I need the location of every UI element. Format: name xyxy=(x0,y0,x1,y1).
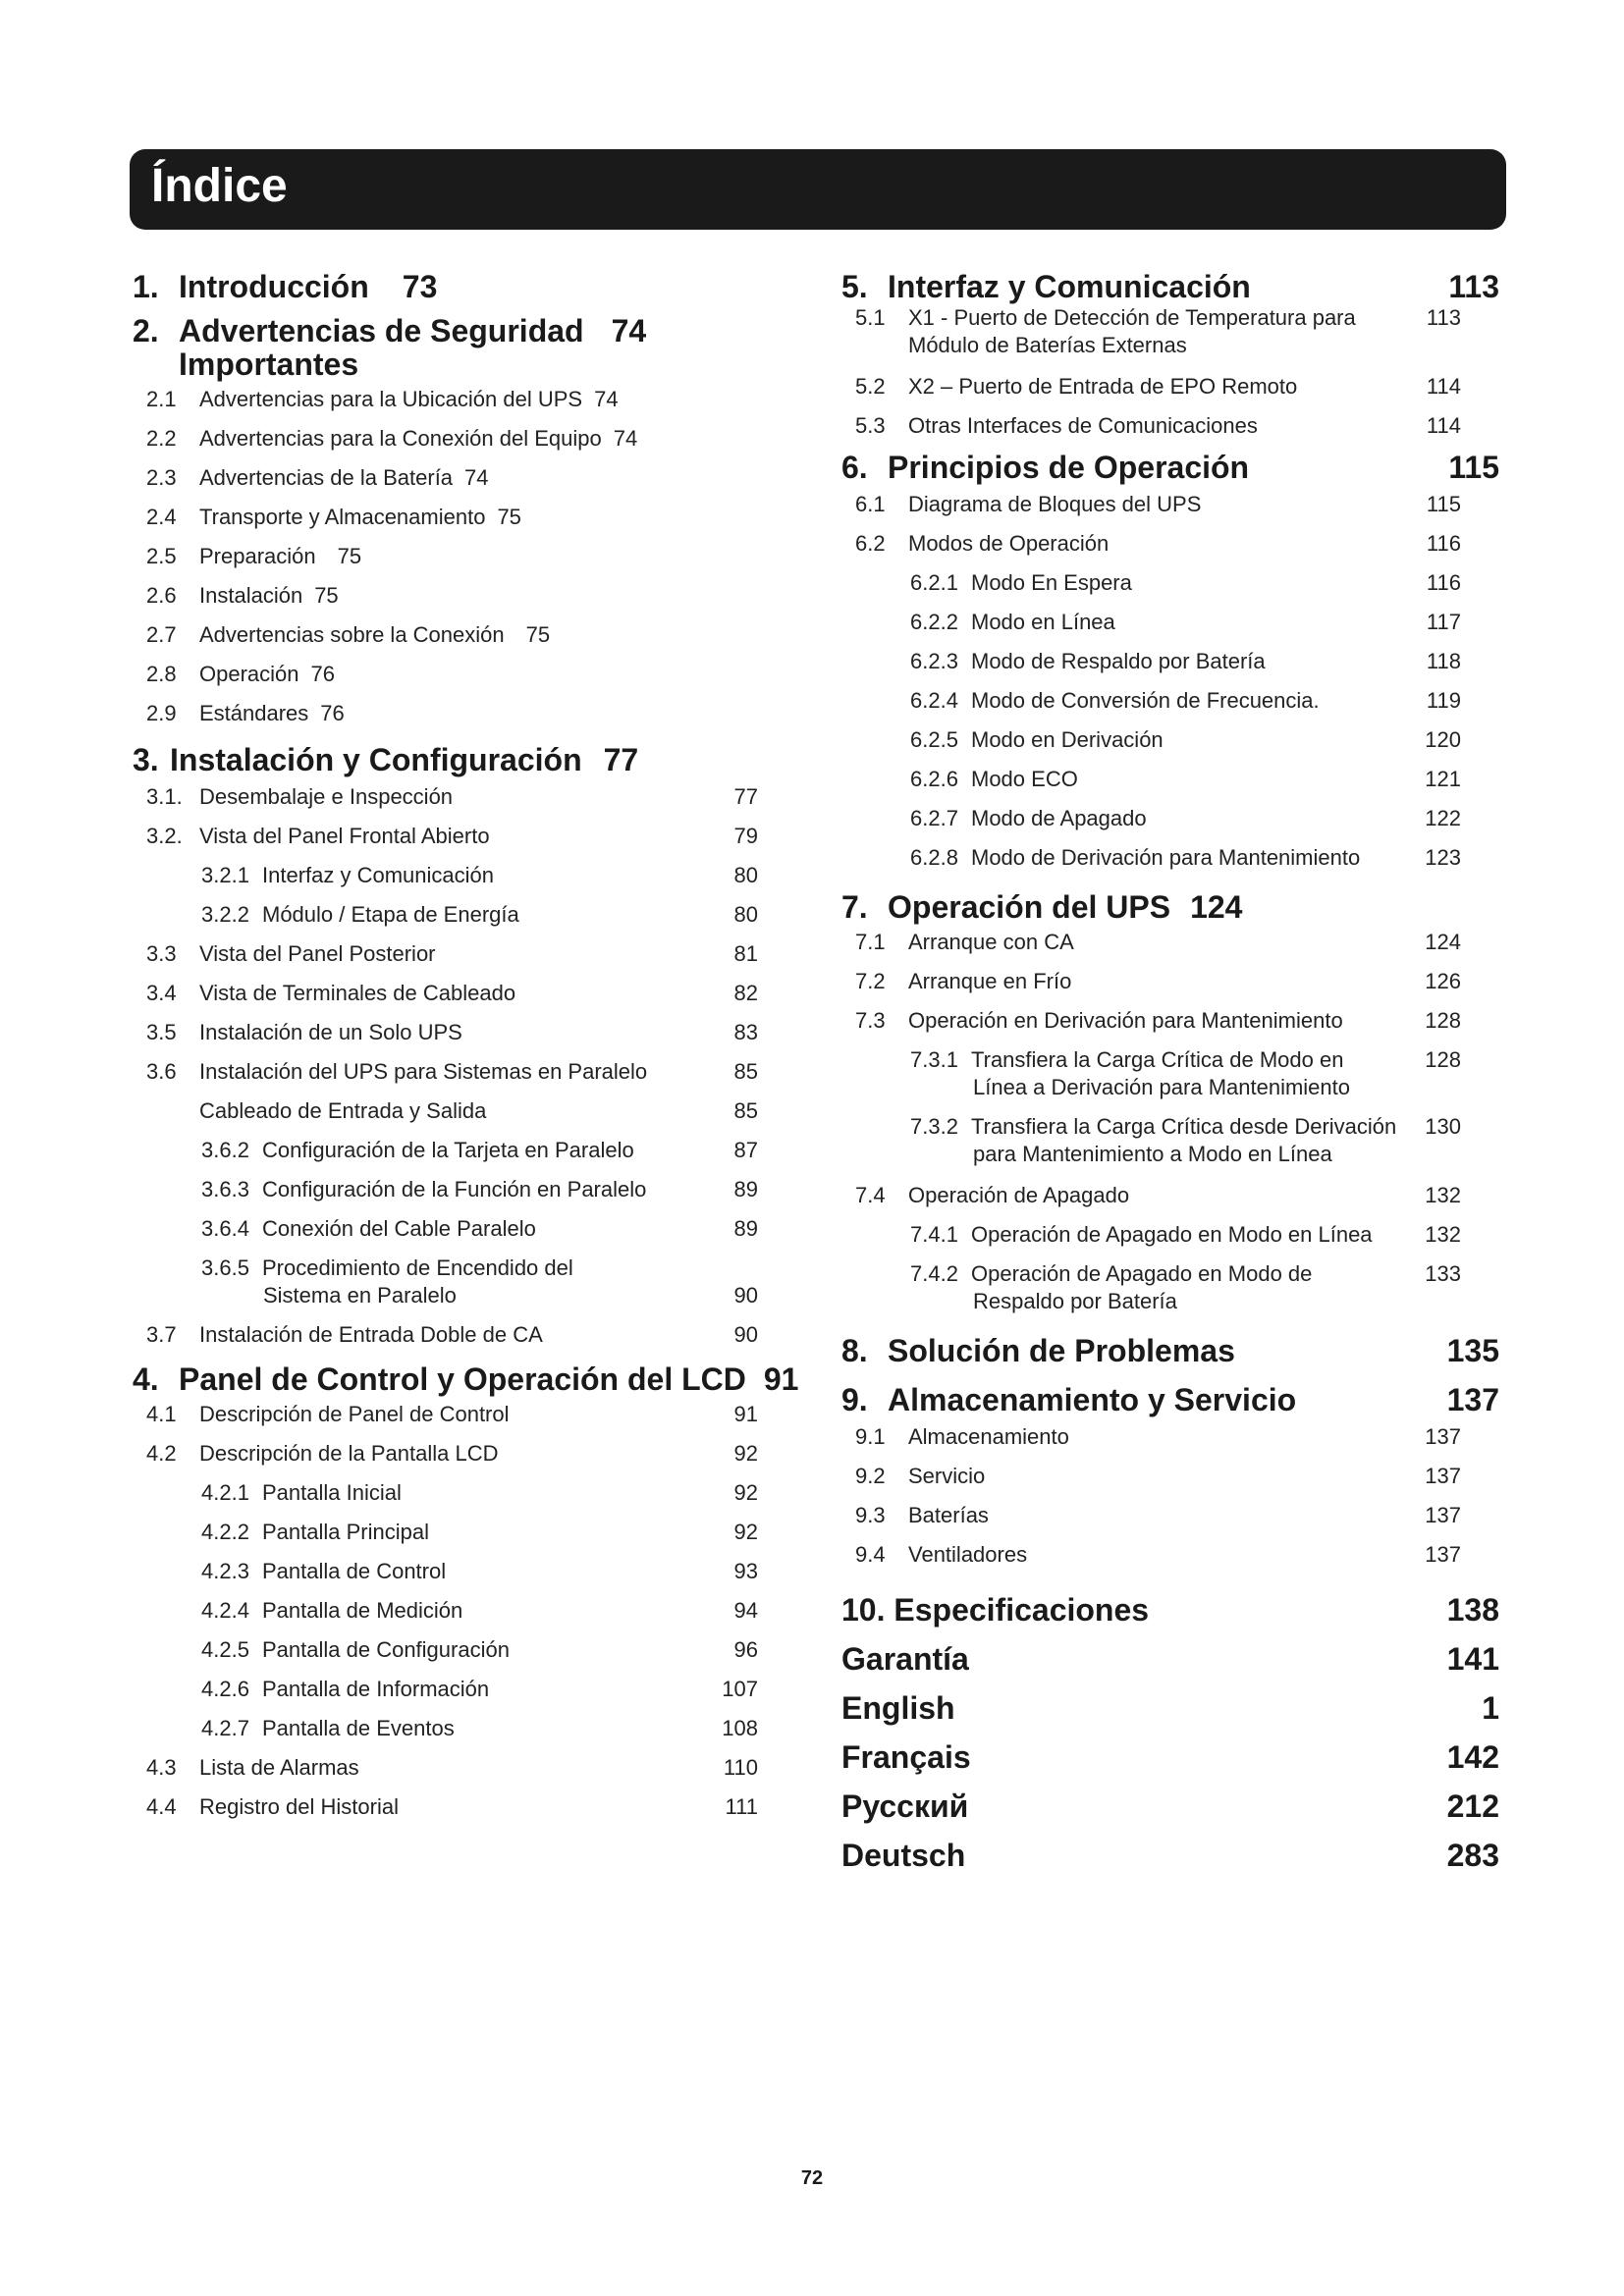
item-title-line2: para Mantenimiento a Modo en Línea xyxy=(973,1142,1332,1166)
toc-section-1[interactable] xyxy=(133,269,800,304)
item-title-line2: Sistema en Paralelo xyxy=(263,1283,457,1308)
item-page: 137 xyxy=(1425,1503,1461,1527)
item-number: 7.1 xyxy=(855,930,886,954)
toc-item[interactable] xyxy=(133,1321,800,1361)
item-number: 4.2.1 xyxy=(201,1480,249,1505)
toc-section-2[interactable] xyxy=(133,313,800,382)
item-title-line2: Módulo de Baterías Externas xyxy=(908,333,1187,357)
item-page: 92 xyxy=(733,1520,758,1544)
item-number: 3.6.2 xyxy=(201,1138,249,1162)
item-title: Operación de Apagado xyxy=(908,1183,1130,1207)
item-title: Otras Interfaces de Comunicaciones xyxy=(908,413,1258,438)
toc-subitem[interactable] xyxy=(841,1113,1509,1182)
toc-subitem[interactable] xyxy=(841,726,1509,766)
item-number: 4.2 xyxy=(146,1441,177,1466)
toc-subitem[interactable] xyxy=(133,1597,800,1636)
toc-subitem[interactable] xyxy=(841,766,1509,805)
item-title: Registro del Historial xyxy=(199,1794,399,1819)
toc-subitem[interactable] xyxy=(133,1519,800,1558)
toc-item[interactable] xyxy=(133,543,800,582)
toc-item[interactable] xyxy=(133,1097,800,1137)
item-number: 6.2.7 xyxy=(910,806,958,830)
item-page: 116 xyxy=(1426,531,1461,556)
item-page: 108 xyxy=(722,1716,758,1740)
item-title: Baterías xyxy=(908,1503,989,1527)
item-page: 82 xyxy=(733,981,758,1005)
item-title: Arranque con CA xyxy=(908,930,1074,954)
toc-item[interactable] xyxy=(841,1182,1509,1221)
item-number: 7.3 xyxy=(855,1008,886,1033)
item-number: 3.6.3 xyxy=(201,1177,249,1201)
section-title: Panel de Control y Operación del LCD xyxy=(179,1362,746,1397)
item-number: 6.1 xyxy=(855,492,886,516)
item-number: 6.2.1 xyxy=(910,570,958,595)
item-page: 118 xyxy=(1426,649,1461,673)
item-title: Transporte y Almacenamiento xyxy=(199,505,486,529)
item-number: 9.3 xyxy=(855,1503,886,1527)
toc-item[interactable] xyxy=(841,968,1509,1007)
item-page: 89 xyxy=(733,1177,758,1201)
item-number: 7.3.2 xyxy=(910,1114,958,1139)
item-number: 4.4 xyxy=(146,1794,177,1819)
item-page: 123 xyxy=(1425,845,1461,870)
section-title: Русский xyxy=(841,1789,969,1824)
page-number: 72 xyxy=(800,2167,824,2189)
item-page: 122 xyxy=(1425,806,1461,830)
item-page: 128 xyxy=(1425,1008,1461,1033)
item-title: Advertencias para la Ubicación del UPS xyxy=(199,387,583,411)
toc-subitem[interactable] xyxy=(133,1255,800,1321)
item-title: Descripción de Panel de Control xyxy=(199,1402,510,1426)
toc-item[interactable] xyxy=(133,504,800,543)
toc-item[interactable] xyxy=(133,464,800,504)
item-number: 3.4 xyxy=(146,981,177,1005)
item-page: 89 xyxy=(733,1216,758,1241)
item-page: 87 xyxy=(733,1138,758,1162)
item-title: X1 - Puerto de Detección de Temperatura para xyxy=(908,305,1356,330)
item-page: 85 xyxy=(733,1059,758,1084)
item-title: Modo de Apagado xyxy=(971,806,1147,830)
toc-item[interactable] xyxy=(133,425,800,464)
section-title: Deutsch xyxy=(841,1838,966,1873)
item-page: 126 xyxy=(1425,969,1461,993)
toc-item[interactable] xyxy=(841,1463,1509,1502)
item-page: 137 xyxy=(1425,1424,1461,1449)
toc-subitem[interactable] xyxy=(133,1176,800,1215)
item-title: Operación de Apagado en Modo en Línea xyxy=(971,1222,1373,1247)
toc-item[interactable] xyxy=(133,783,800,823)
item-title: Modo de Conversión de Frecuencia. xyxy=(971,688,1320,713)
item-page: 130 xyxy=(1425,1114,1461,1139)
toc-item[interactable] xyxy=(133,1754,800,1793)
toc-item[interactable] xyxy=(841,491,1509,530)
item-title: Servicio xyxy=(908,1464,986,1488)
item-title: Pantalla Inicial xyxy=(262,1480,402,1505)
item-number: 4.2.2 xyxy=(201,1520,249,1544)
item-title: Modo en Derivación xyxy=(971,727,1164,752)
section-title: Interfaz y Comunicación xyxy=(888,269,1251,304)
item-title: Estándares xyxy=(199,701,309,725)
item-title: Pantalla de Configuración xyxy=(262,1637,510,1662)
toc-subitem[interactable] xyxy=(841,609,1509,648)
item-number: 7.4 xyxy=(855,1183,886,1207)
item-number: 5.1 xyxy=(855,305,886,330)
item-title: Interfaz y Comunicación xyxy=(262,863,494,887)
item-page: 75 xyxy=(525,622,551,647)
item-number: 6.2.2 xyxy=(910,610,958,634)
item-title: Ventiladores xyxy=(908,1542,1028,1567)
item-title: Módulo / Etapa de Energía xyxy=(262,902,519,927)
item-number: 3.2.1 xyxy=(201,863,249,887)
item-title: Modo ECO xyxy=(971,767,1078,791)
item-title: Pantalla de Eventos xyxy=(262,1716,455,1740)
toc-item[interactable] xyxy=(133,582,800,621)
section-page: 115 xyxy=(1448,450,1499,485)
item-number: 6.2 xyxy=(855,531,886,556)
toc-item[interactable] xyxy=(133,386,800,425)
item-page: 91 xyxy=(733,1402,758,1426)
item-title: Preparación xyxy=(199,544,316,568)
section-title: Garantía xyxy=(841,1641,969,1677)
toc-section-10[interactable] xyxy=(841,1592,1509,1641)
item-title: Descripción de la Pantalla LCD xyxy=(199,1441,499,1466)
toc-item[interactable] xyxy=(133,940,800,980)
toc-item[interactable] xyxy=(133,1019,800,1058)
toc-subitem[interactable] xyxy=(133,1715,800,1754)
item-number: 4.2.6 xyxy=(201,1677,249,1701)
item-number: 7.3.1 xyxy=(910,1047,958,1072)
toc-subitem[interactable] xyxy=(841,648,1509,687)
item-number: 2.2 xyxy=(146,426,177,451)
item-number: 2.4 xyxy=(146,505,177,529)
item-number: 3.6.5 xyxy=(201,1255,249,1280)
toc-item[interactable] xyxy=(133,700,800,739)
item-page: 92 xyxy=(733,1480,758,1505)
item-title: Operación de Apagado en Modo de xyxy=(971,1261,1313,1286)
item-number: 2.5 xyxy=(146,544,177,568)
toc-russian[interactable] xyxy=(841,1789,1509,1838)
item-page: 76 xyxy=(310,662,335,686)
item-number: 2.3 xyxy=(146,465,177,490)
section-number: 4. xyxy=(133,1362,159,1397)
item-number: 2.9 xyxy=(146,701,177,725)
item-page: 75 xyxy=(314,583,339,608)
toc-section-3[interactable] xyxy=(133,742,800,787)
item-title: Conexión del Cable Paralelo xyxy=(262,1216,536,1241)
toc-subitem[interactable] xyxy=(133,1558,800,1597)
item-page: 114 xyxy=(1426,413,1461,438)
item-number: 2.7 xyxy=(146,622,177,647)
toc-item[interactable] xyxy=(841,1541,1509,1580)
toc-subitem[interactable] xyxy=(133,1479,800,1519)
toc-subitem[interactable] xyxy=(133,1636,800,1676)
item-number: 4.2.4 xyxy=(201,1598,249,1623)
section-title: Principios de Operación xyxy=(888,450,1250,485)
toc-item[interactable] xyxy=(133,1440,800,1479)
section-number: 9. xyxy=(841,1382,868,1417)
toc-section-7[interactable] xyxy=(841,889,1509,931)
toc-item[interactable] xyxy=(133,823,800,862)
toc-item[interactable] xyxy=(841,1502,1509,1541)
item-title: Pantalla de Información xyxy=(262,1677,490,1701)
toc-left-column xyxy=(133,263,800,1820)
item-title: Pantalla Principal xyxy=(262,1520,429,1544)
item-page: 90 xyxy=(733,1283,758,1308)
item-number: 3.2. xyxy=(146,824,183,848)
item-number: 9.1 xyxy=(855,1424,886,1449)
item-page: 117 xyxy=(1426,610,1461,634)
item-number: 4.2.5 xyxy=(201,1637,249,1662)
item-number: 2.6 xyxy=(146,583,177,608)
item-number: 7.2 xyxy=(855,969,886,993)
item-number: 6.2.8 xyxy=(910,845,958,870)
item-number: 6.2.4 xyxy=(910,688,958,713)
section-title: Solución de Problemas xyxy=(888,1333,1235,1368)
item-title: Instalación de Entrada Doble de CA xyxy=(199,1322,543,1347)
section-page: 74 xyxy=(611,313,647,348)
item-page: 119 xyxy=(1426,688,1461,713)
item-page: 74 xyxy=(613,426,638,451)
item-page: 132 xyxy=(1425,1183,1461,1207)
item-title: Vista del Panel Posterior xyxy=(199,941,436,966)
toc-section-9[interactable] xyxy=(841,1382,1509,1425)
item-page: 80 xyxy=(733,902,758,927)
item-title: Modo En Espera xyxy=(971,570,1132,595)
item-number: 6.2.6 xyxy=(910,767,958,791)
section-title: English xyxy=(841,1690,955,1726)
item-page: 74 xyxy=(594,387,619,411)
toc-subitem[interactable] xyxy=(841,844,1509,883)
item-number: 4.3 xyxy=(146,1755,177,1780)
item-title: Transfiera la Carga Crítica de Modo en xyxy=(971,1047,1344,1072)
item-title: Modo de Derivación para Mantenimiento xyxy=(971,845,1361,870)
item-title: Vista del Panel Frontal Abierto xyxy=(199,824,490,848)
item-title: Almacenamiento xyxy=(908,1424,1069,1449)
item-number: 7.4.2 xyxy=(910,1261,958,1286)
section-page: 124 xyxy=(1190,889,1243,925)
item-page: 81 xyxy=(733,941,758,966)
item-page: 79 xyxy=(733,824,758,848)
toc-subitem[interactable] xyxy=(133,862,800,901)
item-title: Desembalaje e Inspección xyxy=(199,784,454,809)
item-number: 9.2 xyxy=(855,1464,886,1488)
item-number: 3.1. xyxy=(146,784,183,809)
section-number: 7. xyxy=(841,889,868,925)
section-number: 2. xyxy=(133,313,159,348)
toc-section-6[interactable] xyxy=(841,450,1509,491)
item-number: 6.2.3 xyxy=(910,649,958,673)
section-title: Introducción xyxy=(179,269,369,304)
section-page: 77 xyxy=(603,742,639,777)
item-title: Operación xyxy=(199,662,299,686)
toc-item[interactable] xyxy=(841,412,1509,452)
section-number: 6. xyxy=(841,450,868,485)
item-title: Configuración de la Función en Paralelo xyxy=(262,1177,647,1201)
item-page: 83 xyxy=(733,1020,758,1044)
item-title: Operación en Derivación para Mantenimiento xyxy=(908,1008,1343,1033)
item-title: Modo de Respaldo por Batería xyxy=(971,649,1266,673)
toc-item[interactable] xyxy=(841,1007,1509,1046)
item-page: 133 xyxy=(1425,1261,1461,1286)
item-number: 3.6.4 xyxy=(201,1216,249,1241)
toc-subitem[interactable] xyxy=(841,805,1509,844)
item-number: 9.4 xyxy=(855,1542,886,1567)
item-page: 120 xyxy=(1425,727,1461,752)
page-title: Índice xyxy=(151,160,288,212)
item-number: 5.3 xyxy=(855,413,886,438)
item-number: 4.2.3 xyxy=(201,1559,249,1583)
item-page: 115 xyxy=(1426,492,1461,516)
section-title: Français xyxy=(841,1739,971,1775)
item-title: Vista de Terminales de Cableado xyxy=(199,981,516,1005)
toc-item[interactable] xyxy=(133,1058,800,1097)
toc-item[interactable] xyxy=(133,621,800,661)
item-title: Instalación de un Solo UPS xyxy=(199,1020,462,1044)
item-title: Modos de Operación xyxy=(908,531,1110,556)
toc-english[interactable] xyxy=(841,1690,1509,1739)
item-page: 137 xyxy=(1425,1542,1461,1567)
section-number: 1. xyxy=(133,269,159,304)
toc-right-column xyxy=(841,263,1509,1873)
toc-section-5[interactable] xyxy=(841,269,1509,308)
item-title: Procedimiento de Encendido del xyxy=(262,1255,573,1280)
section-page: 91 xyxy=(763,1362,799,1397)
item-page: 93 xyxy=(733,1559,758,1583)
item-title: Advertencias sobre la Conexión xyxy=(199,622,505,647)
section-page: 142 xyxy=(1446,1739,1499,1775)
item-title: Lista de Alarmas xyxy=(199,1755,359,1780)
section-page: 137 xyxy=(1446,1382,1499,1417)
item-title: Arranque en Frío xyxy=(908,969,1072,993)
item-number: 3.7 xyxy=(146,1322,177,1347)
section-title-line2: Importantes xyxy=(179,347,359,382)
item-page: 80 xyxy=(733,863,758,887)
toc-item[interactable] xyxy=(133,1793,800,1833)
section-page: 73 xyxy=(402,269,438,304)
toc-item[interactable] xyxy=(841,530,1509,569)
item-number: 4.1 xyxy=(146,1402,177,1426)
toc-item[interactable] xyxy=(133,661,800,700)
toc-subitem[interactable] xyxy=(133,901,800,940)
toc-francais[interactable] xyxy=(841,1739,1509,1789)
toc-subitem[interactable] xyxy=(841,687,1509,726)
toc-section-8[interactable] xyxy=(841,1333,1509,1382)
toc-subitem[interactable] xyxy=(133,1215,800,1255)
section-title: Operación del UPS xyxy=(888,889,1171,925)
toc-item[interactable] xyxy=(133,980,800,1019)
section-page: 141 xyxy=(1446,1641,1499,1677)
item-number: 3.5 xyxy=(146,1020,177,1044)
item-title: Transfiera la Carga Crítica desde Derivación xyxy=(971,1114,1397,1139)
item-page: 124 xyxy=(1425,930,1461,954)
item-page: 85 xyxy=(733,1098,758,1123)
item-title: Advertencias de la Batería xyxy=(199,465,454,490)
section-title: 10. Especificaciones xyxy=(841,1592,1150,1628)
item-page: 96 xyxy=(733,1637,758,1662)
item-page: 92 xyxy=(733,1441,758,1466)
toc-subitem[interactable] xyxy=(841,569,1509,609)
toc-subitem[interactable] xyxy=(133,1676,800,1715)
section-page: 283 xyxy=(1446,1838,1499,1873)
toc-item[interactable] xyxy=(841,929,1509,968)
item-number: 3.3 xyxy=(146,941,177,966)
item-page: 110 xyxy=(723,1755,758,1780)
item-title: Configuración de la Tarjeta en Paralelo xyxy=(262,1138,634,1162)
section-title: Instalación y Configuración xyxy=(170,742,582,777)
item-page: 76 xyxy=(320,701,345,725)
item-page: 94 xyxy=(733,1598,758,1623)
section-page: 138 xyxy=(1446,1592,1499,1628)
section-title: Almacenamiento y Servicio xyxy=(888,1382,1297,1417)
toc-garantia[interactable] xyxy=(841,1641,1509,1690)
item-title: Cableado de Entrada y Salida xyxy=(199,1098,487,1123)
item-page: 113 xyxy=(1426,305,1461,330)
item-page: 132 xyxy=(1425,1222,1461,1247)
section-number: 8. xyxy=(841,1333,868,1368)
item-page: 75 xyxy=(497,505,521,529)
item-number: 4.2.7 xyxy=(201,1716,249,1740)
item-number: 2.8 xyxy=(146,662,177,686)
toc-item[interactable] xyxy=(841,1423,1509,1463)
toc-item[interactable] xyxy=(133,1401,800,1440)
item-page: 111 xyxy=(725,1794,758,1819)
toc-subitem[interactable] xyxy=(841,1221,1509,1260)
section-page: 135 xyxy=(1446,1333,1499,1368)
item-number: 3.6 xyxy=(146,1059,177,1084)
item-title-line2: Línea a Derivación para Mantenimiento xyxy=(973,1075,1351,1099)
header-banner xyxy=(130,149,1506,230)
item-page: 128 xyxy=(1425,1047,1461,1072)
item-page: 107 xyxy=(722,1677,758,1701)
item-number: 5.2 xyxy=(855,374,886,399)
section-number: 3. xyxy=(133,742,159,777)
toc-subitem[interactable] xyxy=(841,1260,1509,1327)
item-page: 74 xyxy=(464,465,489,490)
section-page: 212 xyxy=(1446,1789,1499,1824)
item-title: Instalación xyxy=(199,583,303,608)
item-title: Instalación del UPS para Sistemas en Paralelo xyxy=(199,1059,648,1084)
item-page: 77 xyxy=(733,784,758,809)
item-number: 2.1 xyxy=(146,387,177,411)
toc-subitem[interactable] xyxy=(133,1137,800,1176)
item-page: 116 xyxy=(1426,570,1461,595)
item-title: Diagrama de Bloques del UPS xyxy=(908,492,1202,516)
item-title: Pantalla de Control xyxy=(262,1559,447,1583)
item-page: 114 xyxy=(1426,374,1461,399)
item-page: 75 xyxy=(337,544,362,568)
item-number: 7.4.1 xyxy=(910,1222,958,1247)
item-number: 3.2.2 xyxy=(201,902,249,927)
toc-item[interactable] xyxy=(841,304,1509,373)
item-title: Modo en Línea xyxy=(971,610,1115,634)
section-title: Advertencias de Seguridad xyxy=(179,313,584,348)
item-title-line2: Respaldo por Batería xyxy=(973,1289,1177,1313)
toc-deutsch[interactable] xyxy=(841,1838,1509,1887)
item-page: 137 xyxy=(1425,1464,1461,1488)
item-title: Pantalla de Medición xyxy=(262,1598,463,1623)
item-page: 121 xyxy=(1425,767,1461,791)
section-page: 113 xyxy=(1448,269,1499,304)
item-title: X2 – Puerto de Entrada de EPO Remoto xyxy=(908,374,1298,399)
item-page: 90 xyxy=(733,1322,758,1347)
toc-item[interactable] xyxy=(841,373,1509,412)
section-number: 5. xyxy=(841,269,868,304)
item-title: Advertencias para la Conexión del Equipo xyxy=(199,426,602,451)
item-number: 6.2.5 xyxy=(910,727,958,752)
section-page: 1 xyxy=(1482,1690,1499,1726)
toc-subitem[interactable] xyxy=(841,1046,1509,1113)
